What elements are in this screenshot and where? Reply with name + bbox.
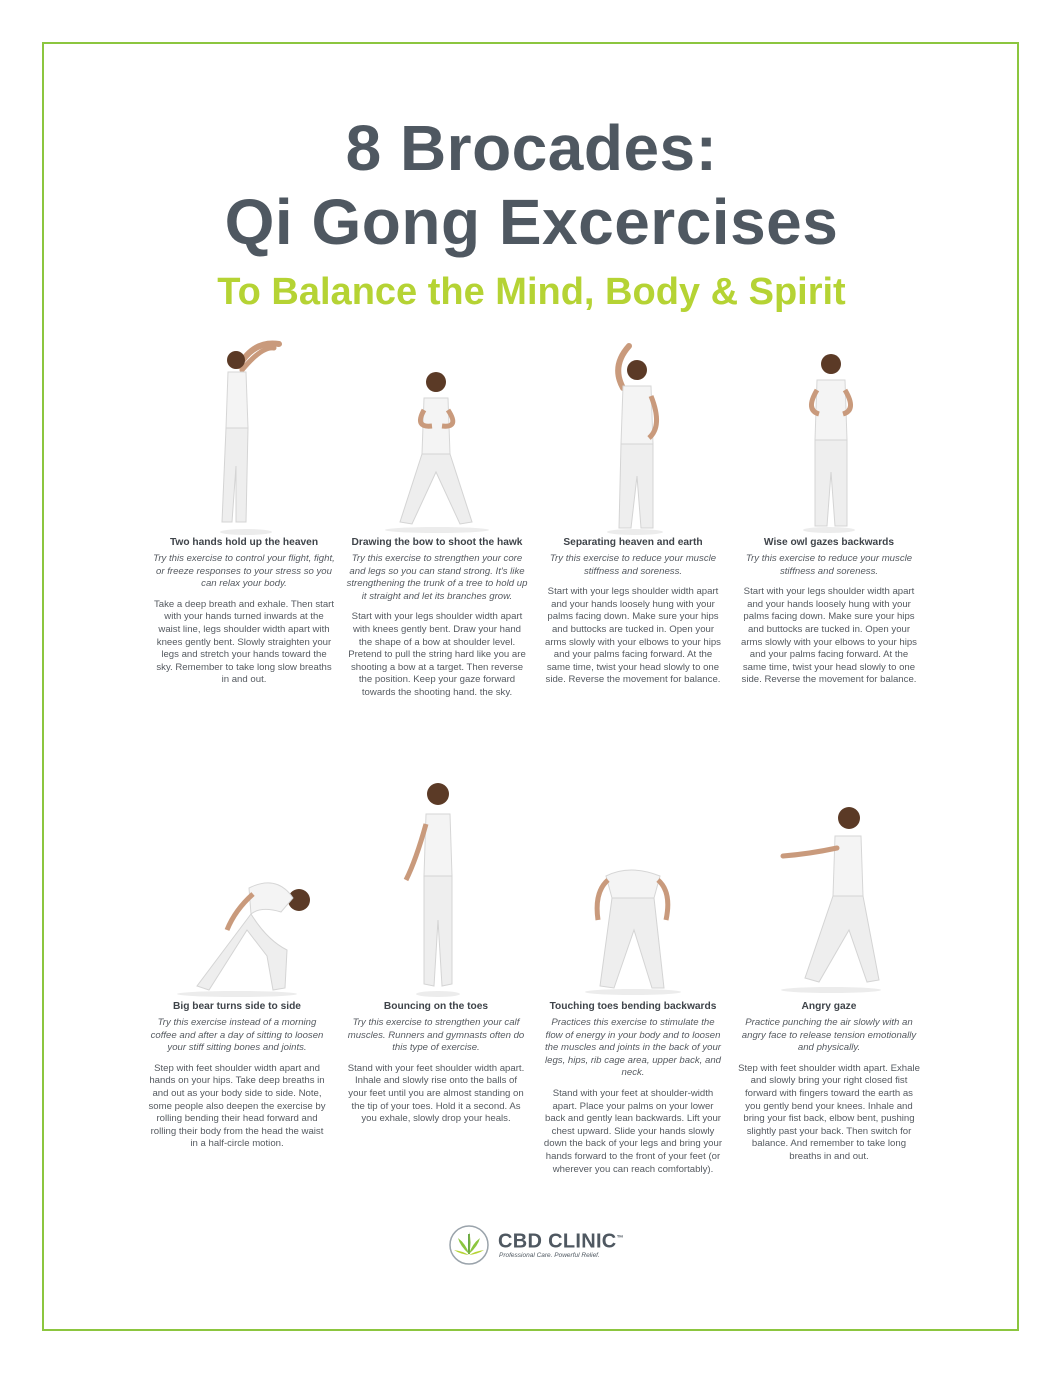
person-bending-sideways-illustration (157, 780, 317, 1000)
person-bow-stance-illustration (372, 336, 502, 536)
exercise-drawing-the-bow (346, 336, 528, 700)
exercise-figure (542, 780, 724, 1000)
exercise-angry-gaze (738, 780, 920, 1164)
brand-name (498, 1228, 624, 1253)
exercise-title: Two hands hold up the heaven (169, 537, 319, 548)
exercise-instructions: Start with your legs shoulder width apart and your hands loosely hung with your palms facing down. Make sure your hips and buttocks are tucked in. Open your arms slowly with your elbows to your hips and your palms facing forward. At the same time, twist your head slowly to one side. Reverse the movement for balance. (741, 586, 917, 686)
page-subtitle: To Balance the Mind, Body & Spirit (217, 271, 846, 313)
exercise-touching-toes (542, 780, 724, 1176)
page-title-line-1: 8 Brocades: (345, 112, 718, 184)
exercise-instructions: Stand with your feet shoulder width apart. Inhale and slowly rise onto the balls of your feet until you are almost standing on the tip of your toes. Hold it a second. As you exhale, slowly drop your heals. (347, 1062, 525, 1125)
exercise-instructions: Step with feet shoulder width apart and hands on your hips. Take deep breaths in and out as your body side to side. Note, some people also deepen the exercise by rolling bending their head forward and rolling their body from the head the waist in a half-circle motion. (148, 1062, 326, 1150)
exercise-intro: Try this exercise to reduce your muscle stiffness and soreness. (745, 553, 913, 577)
exercise-instructions: Take a deep breath and exhale. Then start with your hands turned inwards at the waist line, legs shoulder width apart with knees gently bent. Slowly straighten your legs and stretch your hands toward the sky. Remember to take long slow breaths in and out. (153, 598, 335, 686)
exercise-instructions: Start with your legs shoulder width apart and your hands loosely hung with your palms facing down. Make sure your hips and buttocks are tucked in. Open your arms slowly with your elbows to your hips and your palms facing forward. At the same time, twist your head slowly to one side. Reverse the movement for balance. (545, 586, 721, 686)
exercise-title: Angry gaze (801, 1001, 857, 1012)
exercise-intro: Try this exercise to strengthen your core and legs so you can stand strong. It's like strengthening the trunk of a tree to hold up it straight and let its branches grow. (346, 553, 528, 602)
exercise-figure (738, 780, 920, 1000)
exercise-instructions: Start with your legs shoulder width apart with knees gently bent. Draw your hand the shape of a bow at shoulder level. Pretend to pull the string hard like you are shooting a bow at a target. Then reverse the position. Keep your gaze forward towards the shooting hand. the sky. (348, 611, 526, 698)
page-title-line-2: Qi Gong Excercises (224, 186, 839, 258)
exercise-title: Big bear turns side to side (173, 1001, 301, 1012)
person-hands-at-waist-illustration (769, 336, 889, 536)
person-punching-illustration (759, 780, 899, 1000)
exercise-title: Touching toes bending backwards (549, 1001, 717, 1012)
person-bending-forward-illustration (568, 780, 698, 1000)
exercise-figure (738, 336, 920, 536)
exercise-instructions: Step with feet shoulder width apart. Exhale and slowly bring your right closed fist forward with fingers toward the earth as you gently bend your knees. Inhale and bring your fist back, elbow bent, pushing slightly past your back. Then switch for balance. And remember to take long breaths in and out. (738, 1062, 920, 1162)
exercise-separating-heaven-and-earth (542, 336, 724, 687)
exercise-intro: Try this exercise to reduce your muscle stiffness and soreness. (549, 553, 717, 577)
exercise-title: Bouncing on the toes (383, 1001, 489, 1012)
person-one-arm-up-illustration (573, 336, 693, 536)
brand-tagline: Professional Care. Powerful Relief. (499, 1252, 600, 1259)
exercise-title: Drawing the bow to shoot the hawk (351, 537, 523, 548)
exercise-intro: Try this exercise to control your flight, fight, or freeze responses to your stress so you can relax your body. (153, 553, 335, 590)
brand-name-text: CBD CLINIC (498, 1230, 617, 1253)
exercise-figure (542, 336, 724, 536)
exercise-bouncing-on-toes (345, 780, 527, 1126)
exercise-intro: Practices this exercise to stimulate the flow of energy in your body and to loosen the muscles and joints in the back of your legs, hips, rib cage area, upper back, and neck. (545, 1017, 721, 1079)
exercise-figure (345, 780, 527, 1000)
exercise-two-hands-hold-up-heaven (153, 336, 335, 687)
exercise-title: Separating heaven and earth (563, 537, 703, 548)
exercise-figure (146, 780, 328, 1000)
trademark-symbol: ™ (616, 1235, 624, 1242)
exercise-figure (153, 336, 335, 536)
exercise-instructions: Stand with your feet at shoulder-width apart. Place your palms on your lower back and gently lean backwards. Lift your chest upward. Slide your hands slowly down the back of your legs and bring your hands forward to the front of your feet (or wherever you can reach comfortably). (543, 1087, 723, 1175)
person-standing-on-toes-illustration (376, 780, 496, 1000)
exercise-intro: Try this exercise to strengthen your calf muscles. Runners and gymnasts often do this type of exercise. (347, 1017, 525, 1054)
exercise-wise-owl-gazes-backwards (738, 336, 920, 687)
exercise-big-bear-turns (146, 780, 328, 1151)
exercise-intro: Practice punching the air slowly with an angry face to release tension emotionally and physically. (741, 1017, 917, 1054)
exercise-title: Wise owl gazes backwards (763, 537, 895, 548)
exercise-figure (346, 336, 528, 536)
exercise-intro: Try this exercise instead of a morning coffee and after a day of sitting to loosen your stiff sitting bones and joints. (150, 1017, 324, 1054)
brand-logo (448, 1224, 628, 1270)
person-arms-raised-illustration (184, 336, 304, 536)
cannabis-leaf-icon (448, 1224, 490, 1266)
